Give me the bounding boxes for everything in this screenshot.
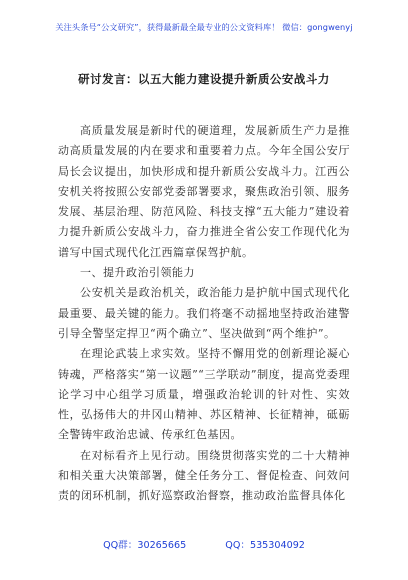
- paragraph-political: 公安机关是政治机关，政治能力是护航中国式现代化最重要、最关键的能力。我们将毫不动摇地坚持政治建警引导全警坚定捍卫“两个确立”、坚决做到“两个维护”。: [58, 286, 350, 340]
- document-body: [58, 121, 350, 507]
- paragraph-theory: 在理论武装上求实效。坚持不懈用党的创新理论凝心铸魂，严格落实“第一议题”“三学联动”制度，提高党委理论学习中心组学习质量，增强政治轮训的针对性、实效性，弘扬伟大的井冈山精神、苏区精神、长征精神，砥砺全警铸牢政治忠诚、传承红色基因。: [58, 347, 350, 442]
- qq-number: QQ：535304092: [225, 540, 305, 551]
- section-heading-1: 一、提升政治引领能力: [80, 266, 195, 280]
- document-title: 研讨发言：以五大能力建设提升新质公安战斗力: [78, 72, 330, 86]
- paragraph-alignment: 在对标看齐上见行动。围绕贯彻落实党的二十大精神和相关重大决策部署，健全任务分工、督促检查、问效问责的闭环机制，抓好巡察政治督察，推动政治监督具体化: [58, 448, 350, 503]
- qq-group-number: QQ群：30265665: [103, 540, 187, 551]
- promo-banner: 关注头条号“公文研究”，获得最新最全最专业的公文资料库！ 微信：gongwenyj: [55, 22, 353, 32]
- contact-footer: [0, 537, 408, 551]
- paragraph-intro: 高质量发展是新时代的硬道理，发展新质生产力是推动高质量发展的内在要求和重要着力点。今年全国公安厅局长会议提出，加快形成和提升新质公安战斗力。江西公安机关将按照公安部党委部署要求，聚焦政治引领、服务发展、基层治理、防范风险、科技支撑“五大能力”建设着力提升新质公安战斗力，奋力推进全省公安工作现代化为谱写中国式现代化江西篇章保驾护航。: [58, 124, 350, 259]
